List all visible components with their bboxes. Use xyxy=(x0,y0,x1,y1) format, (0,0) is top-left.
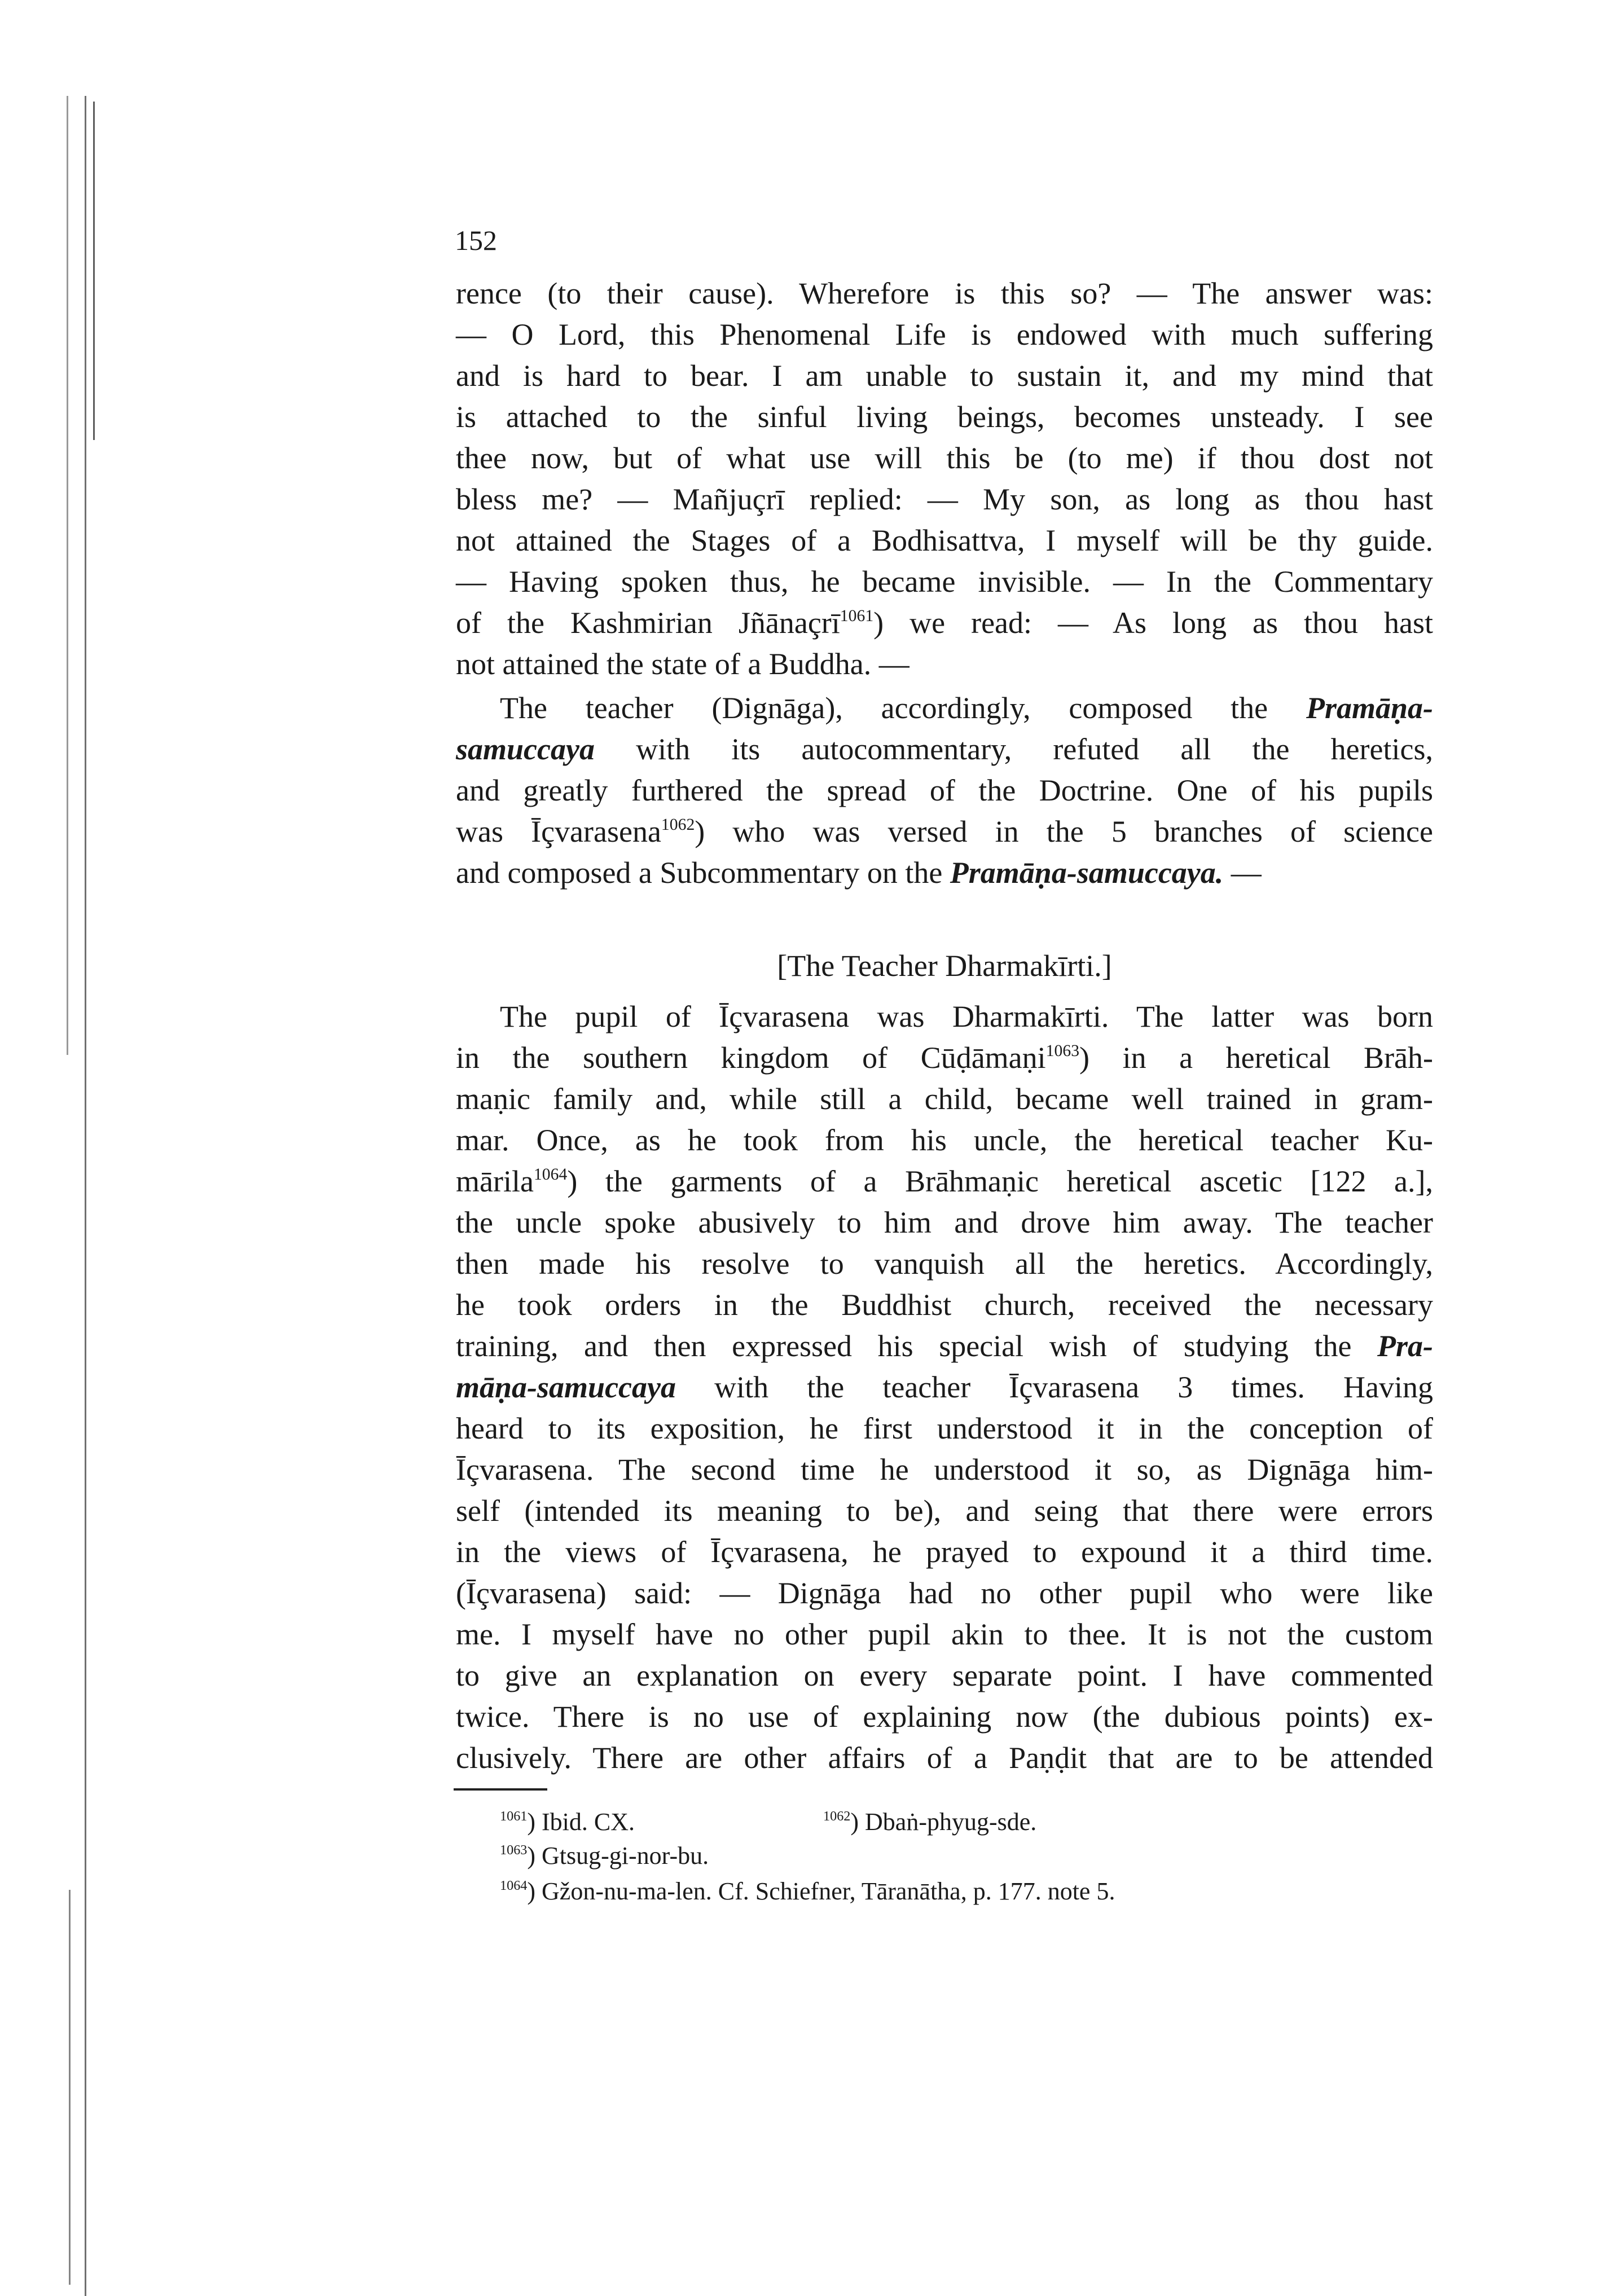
footnote-text: Gžon-nu-ma-len. Cf. Schiefner, Tāranātha, p. 177. note 5. xyxy=(542,1877,1115,1905)
text-line xyxy=(456,1449,1433,1490)
italic-title: Pramāṇa- xyxy=(1306,691,1433,725)
italic-title: samuccaya xyxy=(456,732,595,766)
text-line xyxy=(456,644,1433,685)
text-run: to give an explanation on every separate point. I have commented xyxy=(456,1659,1433,1692)
italic-title: māṇa-samuccaya xyxy=(456,1370,676,1404)
text-line xyxy=(456,561,1433,602)
text-run: — xyxy=(1223,856,1262,890)
text-run: ) we read: — As long as thou hast xyxy=(873,606,1434,640)
text-run: training, and then expressed his special wish of studying the xyxy=(456,1329,1378,1363)
text-run: ) who was versed in the 5 branches of science xyxy=(695,815,1433,848)
footnote-1063: $^{1063}$) Gtsug-gi-nor-bu. xyxy=(500,1842,709,1870)
text-line xyxy=(456,1285,1433,1326)
text-line xyxy=(456,1367,1433,1408)
text-line xyxy=(456,1696,1433,1738)
text-run: not attained the Stages of a Bodhisattva, I myself will be thy guide. xyxy=(456,524,1433,557)
text-run: he took orders in the Buddhist church, received the necessary xyxy=(456,1288,1433,1322)
page-number: 152 xyxy=(455,225,497,256)
footnote-number: 1061 xyxy=(500,1809,528,1824)
italic-title: Pramāṇa-samuccaya. xyxy=(950,856,1224,890)
footnote-ref: 1063 xyxy=(1045,1042,1080,1061)
footnote-1062: $^{1062}$) Dbaṅ-phyug-sde. xyxy=(823,1808,1037,1836)
text-line xyxy=(456,1326,1433,1367)
text-line xyxy=(456,996,1433,1037)
text-line xyxy=(456,729,1433,770)
text-run: thee now, but of what use will this be (to me) if thou dost not xyxy=(456,441,1433,475)
text-run: is attached to the sinful living beings, becomes unsteady. I see xyxy=(456,400,1433,434)
text-run: ) the garments of a Brāhmaṇic heretical ascetic [122 a.], xyxy=(567,1164,1433,1198)
section-heading: [The Teacher Dharmakīrti.] xyxy=(777,949,1112,983)
text-line xyxy=(456,1120,1433,1161)
text-run: ) in a heretical Brāh- xyxy=(1079,1041,1434,1075)
text-line xyxy=(456,1532,1433,1573)
scan-margin-mark xyxy=(93,102,95,440)
text-line xyxy=(456,479,1433,520)
text-run: Īçvarasena. The second time he understood it so, as Dignāga him- xyxy=(456,1453,1433,1486)
text-run: self (intended its meaning to be), and seing that there were errors xyxy=(456,1494,1433,1528)
text-run: (Īçvarasena) said: — Dignāga had no other pupil who were like xyxy=(456,1576,1433,1610)
text-line xyxy=(456,602,1433,644)
scan-margin-mark xyxy=(67,96,68,1055)
text-line xyxy=(456,770,1433,811)
text-line xyxy=(456,355,1433,397)
text-run: the uncle spoke abusively to him and drove him away. The teacher xyxy=(456,1206,1433,1239)
footnote-rule xyxy=(454,1788,547,1791)
text-run: not attained the state of a Buddha. — xyxy=(456,647,909,681)
footnote-ref: 1064 xyxy=(533,1165,568,1184)
text-line xyxy=(456,520,1433,561)
text-run: and composed a Subcommentary on the xyxy=(456,856,950,890)
footnote-ref: 1062 xyxy=(661,816,695,834)
text-run: and is hard to bear. I am unable to sustain it, and my mind that xyxy=(456,359,1433,393)
text-run: of the Kashmirian Jñānaçrī xyxy=(456,606,840,640)
text-run: with the teacher Īçvarasena 3 times. Having xyxy=(675,1370,1433,1404)
text-run: mārila xyxy=(456,1164,534,1198)
text-run: — O Lord, this Phenomenal Life is endowed with much suffering xyxy=(456,318,1433,351)
text-line xyxy=(456,811,1433,852)
text-line xyxy=(456,1738,1433,1779)
text-line xyxy=(456,438,1433,479)
text-line xyxy=(456,314,1433,355)
paragraph xyxy=(456,273,1433,685)
paragraph xyxy=(456,688,1433,894)
scan-margin-mark xyxy=(85,96,86,2296)
text-line xyxy=(456,273,1433,314)
footnote-1064: $^{1064}$) Gžon-nu-ma-len. Cf. Schiefner, Tāranātha, p. 177. note 5. xyxy=(500,1877,1115,1905)
text-run: The pupil of Īçvarasena was Dharmakīrti. The latter was born xyxy=(500,1000,1433,1033)
footnote-number: 1062 xyxy=(823,1809,851,1824)
text-line xyxy=(456,1490,1433,1532)
text-line xyxy=(456,1655,1433,1696)
text-line xyxy=(456,852,1433,894)
text-run: mar. Once, as he took from his uncle, the heretical teacher Ku- xyxy=(456,1123,1433,1157)
italic-title: Pra- xyxy=(1377,1329,1433,1363)
text-run: rence (to their cause). Wherefore is this so? — The answer was: xyxy=(456,276,1433,310)
text-run: with its autocommentary, refuted all the heretics, xyxy=(594,732,1433,766)
footnote-text: Ibid. CX. xyxy=(542,1808,635,1836)
text-line xyxy=(456,688,1433,729)
text-run: in the views of Īçvarasena, he prayed to expound it a third time. xyxy=(456,1535,1433,1569)
text-line xyxy=(456,1614,1433,1655)
text-line xyxy=(456,1037,1433,1079)
text-run: maṇic family and, while still a child, became well trained in gram- xyxy=(456,1082,1433,1116)
text-run: in the southern kingdom of Cūḍāmaṇi xyxy=(456,1041,1046,1075)
text-run: and greatly furthered the spread of the Doctrine. One of his pupils xyxy=(456,773,1433,807)
footnote-text: Dbaṅ-phyug-sde. xyxy=(865,1808,1037,1836)
footnote-number: 1064 xyxy=(500,1878,528,1894)
text-run: bless me? — Mañjuçrī replied: — My son, as long as thou hast xyxy=(456,482,1433,516)
text-run: The teacher (Dignāga), accordingly, composed the xyxy=(500,691,1306,725)
text-line xyxy=(456,1573,1433,1614)
footnote-number: 1063 xyxy=(500,1842,528,1858)
text-run: clusively. There are other affairs of a Paṇḍit that are to be attended xyxy=(456,1741,1433,1775)
text-run: heard to its exposition, he first understood it in the conception of xyxy=(456,1411,1433,1445)
text-run: — Having spoken thus, he became invisible. — In the Commentary xyxy=(456,565,1433,599)
paragraph xyxy=(456,996,1433,1779)
text-run: me. I myself have no other pupil akin to thee. It is not the custom xyxy=(456,1617,1433,1651)
text-line xyxy=(456,1079,1433,1120)
text-line xyxy=(456,1243,1433,1285)
text-line xyxy=(456,397,1433,438)
text-line xyxy=(456,1161,1433,1202)
scan-margin-mark xyxy=(69,1890,71,2285)
footnote-text: Gtsug-gi-nor-bu. xyxy=(542,1842,709,1870)
footnote-ref: 1061 xyxy=(840,607,874,626)
text-run: twice. There is no use of explaining now (the dubious points) ex- xyxy=(456,1700,1433,1734)
footnote-1061: $^{1061}$) Ibid. CX. xyxy=(500,1808,635,1836)
text-run: then made his resolve to vanquish all the heretics. Accordingly, xyxy=(456,1247,1433,1281)
text-line xyxy=(456,1408,1433,1449)
text-run: was Īçvarasena xyxy=(456,815,661,848)
text-line xyxy=(456,1202,1433,1243)
